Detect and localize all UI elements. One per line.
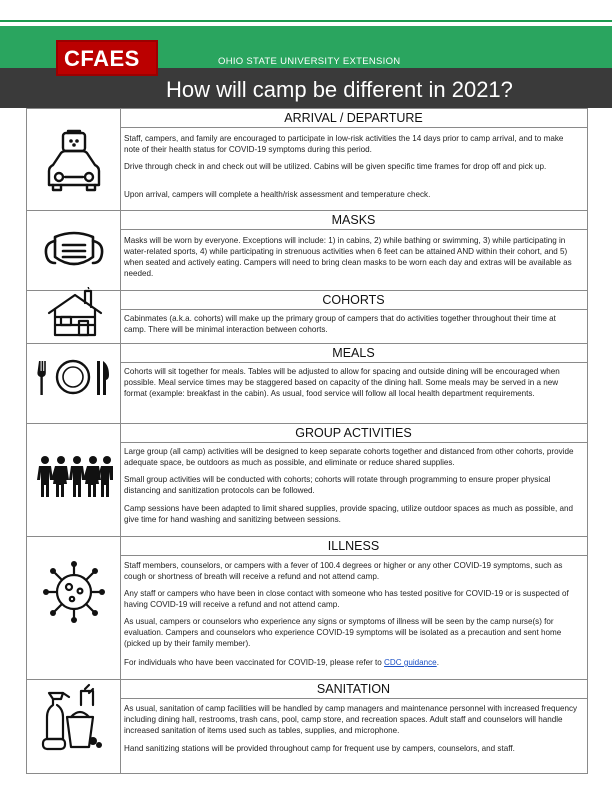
group-paragraph-3: Camp sessions have been adapted to limit shared supplies, provide spacing, utilize outdoor spaces as much as possible, and give time for hand washing and sanitizing between sessions.	[124, 504, 574, 524]
group-paragraph-2: Small group activities will be conducted with cohorts; cohorts will rotate through programming to ensure proper physical distancing and sanitization protocols can be followed.	[124, 475, 551, 495]
page-title: How will camp be different in 2021?	[166, 77, 513, 102]
section-title-group-activities: GROUP ACTIVITIES	[120, 424, 587, 443]
place-setting-icon	[35, 357, 115, 397]
face-mask-icon	[41, 219, 107, 279]
cleaning-supplies-icon	[41, 683, 107, 753]
vaccine-end: .	[436, 658, 439, 667]
header-green-rule	[0, 20, 612, 22]
arrival-paragraph-1: Staff, campers, and family are encouraged to participate in low-risk activities the 14 days prior to camp arrival, and to make note of their health status for COVID-19 symptoms during this period.	[124, 134, 564, 154]
arrival-paragraph-3: Upon arrival, campers will complete a health/risk assessment and temperature check.	[124, 190, 431, 199]
sanitation-paragraph-2: Hand sanitizing stations will be provided throughout camp for frequent use by campers, counselors, and staff.	[124, 744, 515, 753]
cfaes-logo-text: CFAES	[64, 46, 140, 71]
illness-vaccine-note	[124, 657, 579, 668]
meals-paragraph-1: Cohorts will sit together for meals. Tables will be adjusted to allow for spacing and outside dining will be encouraged when possible. Meal service times may be staggered based on capacity of the dining hall. Some meals may be served in a new format (example: breakfast in the cabin). As usual, food service will follow all local health department requirements.	[124, 367, 560, 398]
section-title-arrival: ARRIVAL / DEPARTURE	[120, 109, 587, 128]
section-title-masks: MASKS	[120, 211, 587, 230]
virus-icon	[39, 557, 109, 627]
vaccine-text: For individuals who have been vaccinated for COVID-19, please refer to	[124, 658, 385, 667]
group-people-icon	[37, 455, 113, 499]
section-title-illness: ILLNESS	[120, 537, 587, 556]
group-paragraph-1: Large group (all camp) activities will be designed to keep separate cohorts together and distanced from other cohorts, provide adequate space, be outdoors as much as possible, and eliminate or reduce shared supplies.	[124, 447, 574, 467]
illness-paragraph-1: Staff members, counselors, or campers with a fever of 100.4 degrees or higher or any other COVID-19 symptoms, such as cough or shortness of breath will receive a refund and not attend camp.	[124, 561, 563, 581]
extension-label: OHIO STATE UNIVERSITY EXTENSION	[218, 56, 401, 67]
sanitation-paragraph-1: As usual, sanitation of camp facilities will be handled by camp managers and maintenance personnel with increased frequency including dining hall, restrooms, trash cans, pool, camp store, and recreation spaces. Adult staff and counselors will handle increased sanitation of items used such as tables, supplies, and microphone.	[124, 704, 578, 735]
cabin-icon	[45, 287, 105, 339]
section-title-meals: MEALS	[120, 344, 587, 363]
illness-paragraph-3: As usual, campers or counselors who experience any signs or symptoms of illness will be seen by the camp nurse(s) for evaluation. Campers and counselors who experience COVID-19 symptoms will be isolated as a precaution and sent home (picked up by their family member).	[124, 617, 562, 648]
masks-paragraph-1: Masks will be worn by everyone. Exceptions will include: 1) in cabins, 2) while bathing or swimming, 3) while participating in water-related sports, 4) while participating in strenuous activities when 6 feet can be attained AND within their cohort, and 5) when seated and actively eating. Campers will need to bring clean masks to be worn each day and extras will be available as needed.	[124, 236, 572, 278]
cdc-guidance-link[interactable]: CDC guidance	[384, 658, 437, 667]
section-title-sanitation: SANITATION	[120, 680, 587, 699]
illness-paragraph-2: Any staff or campers who have been in close contact with someone who has tested positive for COVID-19 or is suspected of having COVID-19 will receive a refund and not attend camp.	[124, 589, 569, 609]
arrival-paragraph-2: Drive through check in and check out will be utilized. Cabins will be given specific time frames for drop off and pick up.	[124, 162, 547, 171]
content-table	[26, 108, 588, 774]
car-icon	[41, 129, 107, 195]
cohorts-paragraph-1: Cabinmates (a.k.a. cohorts) will make up the primary group of campers that do activities together throughout their time at camp. There will be minimal interaction between cohorts.	[124, 314, 556, 334]
section-title-cohorts: COHORTS	[120, 291, 587, 310]
